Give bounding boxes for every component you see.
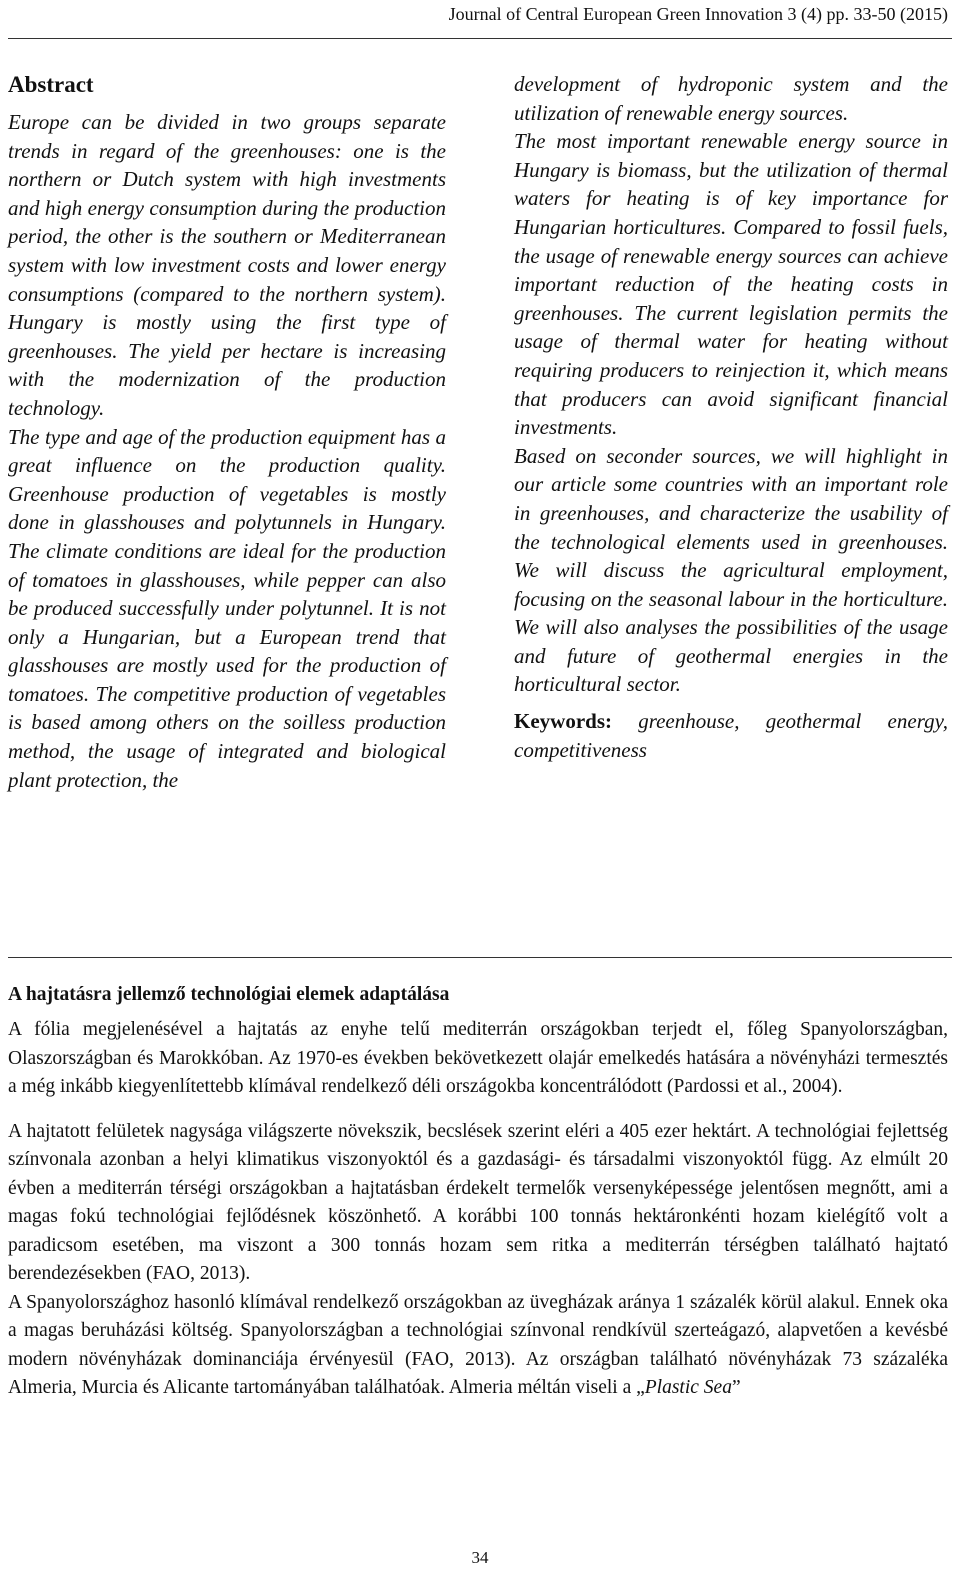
body-text: A Spanyolországhoz hasonló klímával rendelkező országokban az üvegházak aránya 1 százalék körül alakul. Ennek oka a magas beruházási költség. Spanyolországban a technológiai színvonal rendkívül szerteágazó, alapvetően a kevésbé modern növényházak dominanciája érvényesül (FAO, 2013). Az országban található növényházak 73 százaléka Almeria, Murcia és Alicante tartományában találhatóak. Almeria méltán viseli a „: [8, 1291, 948, 1398]
abstract-paragraph: Based on seconder sources, we will highlight in our article some countries with an important role in greenhouses, and characterize the usability of the technological elements used in greenhouses. We will discuss the agricultural employment, focusing on the seasonal labour in the horticulture. We will also analyses the possibilities of the usage and future of geothermal energies in the horticultural sector.: [514, 443, 948, 697]
body-paragraph: [8, 1289, 948, 1403]
abstract-left-column: [8, 70, 446, 794]
abstract-paragraph: development of hydroponic system and the utilization of renewable energy sources.: [514, 72, 948, 125]
header-divider: [8, 38, 952, 39]
body-section: [8, 982, 948, 1403]
section-divider: [8, 957, 952, 958]
body-paragraph: A hajtatott felületek nagysága világszerte növekszik, becslések szerint eléri a 405 ezer hektárt. A technológiai fejlettség színvonala azonban a helyi klimatikus viszonyoktól és a gazdasági- és társadalmi viszonyoktól függ. Az elmúlt 20 évben a mediterrán térségi országokban a hajtatásban érdekelt termelők versenyképessége jelentősen megnőtt, ami a magas fokú technológiai fejlődésnek köszönhető. A korábbi 100 tonnás hektáronkénti hozam kielégítő volt a paradicsom esetében, ma viszont a 300 tonnás hozam sem ritka a mediterrán térségben található hajtató berendezésekben (FAO, 2013).: [8, 1120, 948, 1284]
abstract-paragraph: The type and age of the production equipment has a great influence on the production quality. Greenhouse production of vegetables is mostly done in glasshouses and polytunnels in Hungary. The climate conditions are ideal for the production of tomatoes in glasshouses, while pepper can also be produced successfully under polytunnel. It is not only a Hungarian, but a European trend that glasshouses are mostly used for the production of tomatoes. The competitive production of vegetables is based among others on the soilless production method, the usage of integrated and biological plant protection, the: [8, 424, 446, 792]
keywords-label: Keywords:: [514, 709, 612, 734]
page-number: 34: [471, 1548, 489, 1567]
abstract-paragraph: The most important renewable energy source in Hungary is biomass, but the utilization of thermal waters for heating is of key importance for Hungarian horticultures. Compared to fossil fuels, the usage of renewable energy sources can achieve important reduction of the heating costs in greenhouses. The current legislation permits the usage of thermal water for heating without requiring producers to reinjection it, which means that producers can avoid significant financial investments.: [514, 129, 948, 440]
abstract-heading: Abstract: [8, 72, 94, 97]
journal-header: Journal of Central European Green Innovation 3 (4) pp. 33-50 (2015): [448, 4, 948, 24]
keywords-text: greenhouse, geothermal energy, competitiveness: [514, 709, 949, 763]
keywords: [514, 707, 948, 765]
closing-quote: ”: [731, 1377, 741, 1398]
body-paragraph: A fólia megjelenésével a hajtatás az enyhe telű mediterrán országokban terjedt el, főleg Spanyolországban, Olaszországban és Marokkóban. Az 1970-es években bekövetkezett olajár emelkedés hatására a növényházi termesztés a még inkább kiegyenlítettebb klímával rendelkező déli országokba koncentrálódott (Pardossi et al., 2004).: [8, 1019, 948, 1097]
abstract-right-column: [514, 70, 948, 765]
plastic-sea-term: Plastic Sea: [644, 1377, 732, 1398]
section-heading: A hajtatásra jellemző technológiai elemek adaptálása: [8, 984, 450, 1005]
abstract-paragraph: Europe can be divided in two groups separate trends in regard of the greenhouses: one is the northern or Dutch system with high investments and high energy consumption during the production period, the other is the southern or Mediterranean system with low investment costs and lower energy consumptions (compared to the northern system). Hungary is mostly using the first type of greenhouses. The yield per hectare is increasing with the modernization of the production technology.: [8, 110, 446, 420]
